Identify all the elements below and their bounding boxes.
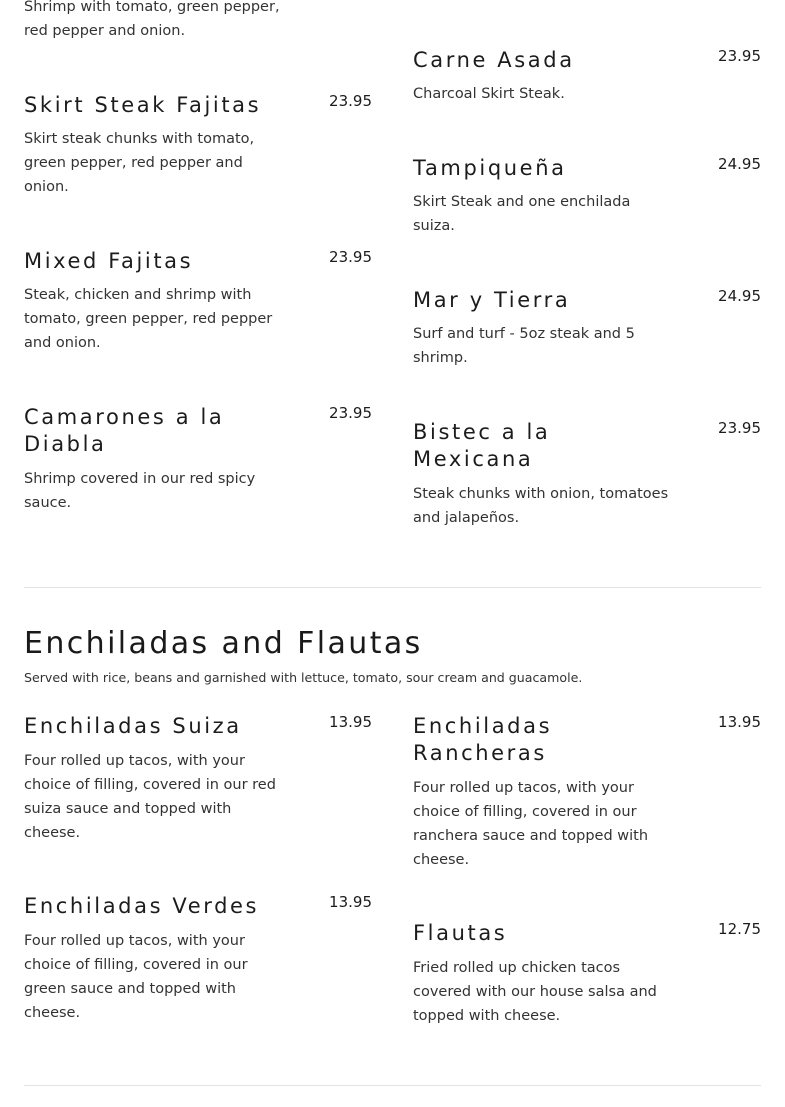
section-title: Enchiladas and Flautas [24,626,423,661]
item-price: 13.95 [329,713,372,731]
item-description: Charcoal Skirt Steak. [413,86,565,102]
item-name: Enchiladas Suiza [24,714,242,738]
item-name: Carne Asada [413,48,575,72]
item-price: 24.95 [718,287,761,305]
item-name: Skirt Steak Fajitas [24,93,262,117]
item-description: Four rolled up tacos, with your choice of filling, covered in our green sauce and topped with cheese. [24,933,248,1021]
item-description-top-partial: Shrimp with tomato, green pepper, red pepper and onion. [24,0,280,39]
item-price: 23.95 [329,248,372,266]
item-description: Surf and turf - 5oz steak and 5 shrimp. [413,326,635,366]
item-price: 12.75 [718,920,761,938]
section-divider [24,1085,761,1086]
item-name: Enchiladas Verdes [24,894,260,918]
item-price: 23.95 [718,419,761,437]
item-description: Steak, chicken and shrimp with tomato, green pepper, red pepper and onion. [24,287,273,351]
item-price: 13.95 [718,713,761,731]
item-description: Shrimp covered in our red spicy sauce. [24,471,256,511]
item-name: Bistec a la Mexicana [413,420,551,471]
item-name: Mar y Tierra [413,288,571,312]
section-divider [24,587,761,588]
item-description: Steak chunks with onion, tomatoes and jalapeños. [413,486,669,526]
item-name: Enchiladas Rancheras [413,714,553,765]
item-name: Camarones a la Diabla [24,405,225,456]
section-subtitle: Served with rice, beans and garnished with lettuce, tomato, sour cream and guacamole. [24,670,583,685]
item-name: Mixed Fajitas [24,249,194,273]
item-price: 23.95 [718,47,761,65]
item-description: Four rolled up tacos, with your choice of filling, covered in our ranchera sauce and topped with cheese. [413,780,649,868]
item-description: Four rolled up tacos, with your choice of filling, covered in our red suiza sauce and topped with cheese. [24,753,276,841]
item-description: Skirt steak chunks with tomato, green pepper, red pepper and onion. [24,131,255,195]
item-description: Fried rolled up chicken tacos covered with our house salsa and topped with cheese. [413,960,657,1024]
item-name: Tampiqueña [413,156,567,180]
item-price: 23.95 [329,92,372,110]
item-price: 13.95 [329,893,372,911]
item-price: 24.95 [718,155,761,173]
item-name: Flautas [413,921,508,945]
item-description: Skirt Steak and one enchilada suiza. [413,194,631,234]
item-price: 23.95 [329,404,372,422]
